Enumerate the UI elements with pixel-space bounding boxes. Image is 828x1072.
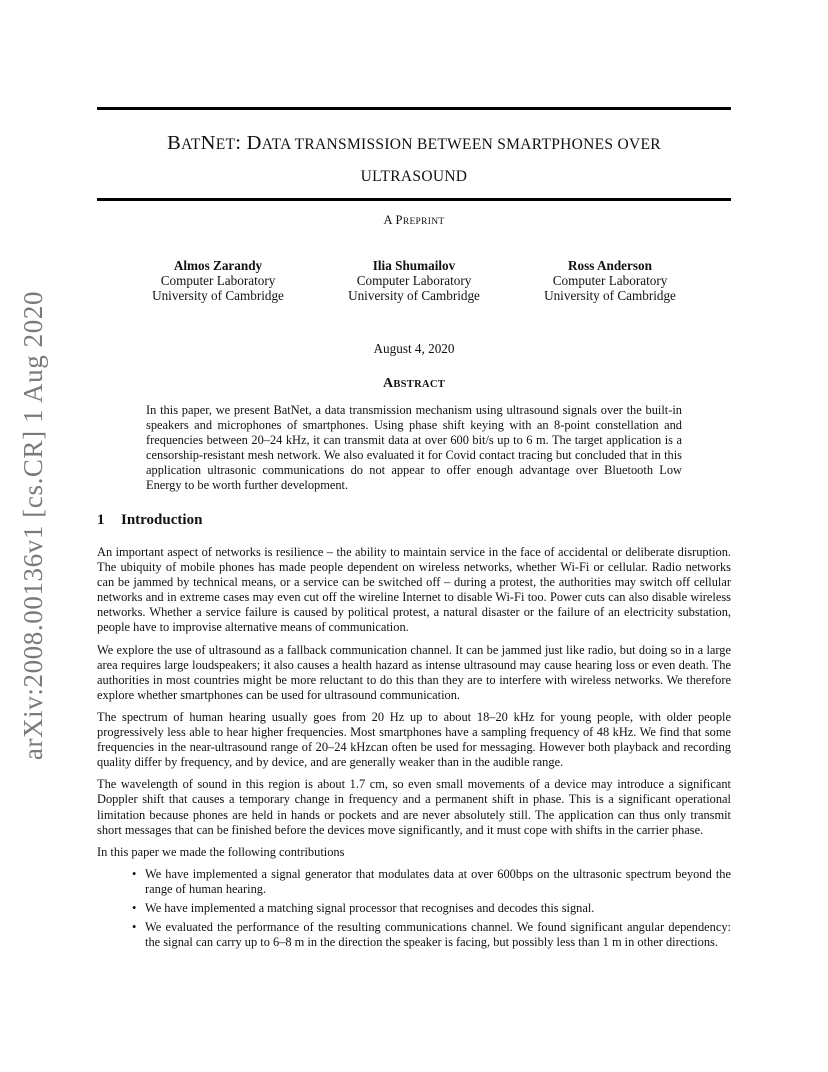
list-item	[97, 901, 731, 916]
arxiv-identifier-stamp	[3, 289, 65, 761]
section-title: Introduction	[121, 512, 203, 528]
paragraph: In this paper we made the following contributions	[97, 844, 345, 859]
list-item-text: We evaluated the performance of the resulting communications channel. We found significant angular dependency: the signal can carry up to 6–8 m in the direction the speaker is facing, but possibly less than 1 m in other directions.	[145, 920, 731, 950]
author-name: Almos Zarandy	[173, 258, 263, 273]
abstract-heading: ABSTRACT	[382, 376, 446, 391]
paragraph: We explore the use of ultrasound as a fallback communication channel. It can be jammed just like radio, but doing so in a large area requires large loudspeakers; it also causes a health hazard as intense ultrasound may cause hearing loss or even death. The authorities in most countries might be more reluctant to do this than they are to interfere with wireless networks. We therefore explore whether smartphones can be used for ultrasound communication.	[97, 642, 731, 702]
list-item-text: We have implemented a matching signal processor that recognises and decodes this signal.	[145, 900, 595, 915]
paragraph: The wavelength of sound in this region is about 1.7 cm, so even small movements of a device may introduce a significant Doppler shift that causes a temporary change in frequency and a permanent shift in phase. This is a significant operational limitation because phones are held in hands or pockets and are never absolutely still. The application can thus only transmit short messages that can be finished before the devices move significantly, and it must cope with shifts in the carrier phase.	[97, 777, 731, 837]
contributions-list	[97, 867, 731, 950]
bullet-icon: •	[132, 866, 137, 881]
title-line-2: ULTRASOUND	[360, 168, 468, 185]
title-rule-top	[97, 107, 731, 110]
bullet-icon: •	[132, 900, 137, 915]
author-affiliation: University of Cambridge	[152, 288, 284, 304]
paragraph: The spectrum of human hearing usually goes from 20 Hz up to about 18–20 kHz for young people, with older people progressively less able to hear higher frequencies. Most smartphones have a sampling frequency of 48 kHz. We find that some frequencies in the near-ultrasound range of 20–24 kHzcan often be used for messaging. However both playback and recording quality differ by frequency, and by device, and are generally weaker than in the audible range.	[97, 709, 731, 770]
list-item	[97, 920, 731, 950]
abstract-text: In this paper, we present BatNet, a data transmission mechanism using ultrasound signals over the built-in speakers and microphones of smartphones. Using phase shift keying with an 8-point constellation and frequencies between 20–24 kHz, it can transmit data at over 600 bit/s up to 6 m. The target application is a censorship-resistant mesh network. We also evaluated it for Covid contact tracing but concluded that in this application ultrasonic communications do not appear to offer enough advantage over Bluetooth Low Energy to be worth further development.	[146, 403, 682, 493]
section-body	[97, 545, 731, 954]
bullet-icon: •	[132, 920, 137, 935]
title-line-1: BATNET: DATA TRANSMISSION BETWEEN SMARTPHONES OVER	[167, 132, 661, 154]
author-block	[505, 258, 715, 304]
list-item	[97, 867, 731, 897]
author-dept: Computer Laboratory	[160, 273, 276, 289]
publication-date: August 4, 2020	[373, 341, 455, 356]
section-heading	[97, 512, 202, 529]
author-dept: Computer Laboratory	[356, 273, 472, 289]
author-affiliation: University of Cambridge	[544, 288, 676, 304]
author-name: Ilia Shumailov	[372, 258, 456, 273]
author-affiliation: University of Cambridge	[348, 288, 480, 304]
arxiv-identifier-text: arXiv:2008.00136v1 [cs.CR] 1 Aug 2020	[18, 290, 49, 760]
author-block	[309, 258, 519, 304]
author-dept: Computer Laboratory	[552, 273, 668, 289]
section-number: 1	[97, 512, 105, 528]
author-block	[113, 258, 323, 304]
paragraph: An important aspect of networks is resilience – the ability to maintain service in the face of accidental or deliberate disruption. The ubiquity of mobile phones has made people dependent on wireless networks, whether Wi-Fi or cellular. Radio networks can be jammed by technical means, or a service can be switched off – during a protest, the authorities may switch off cellular networks and in extreme cases may even cut off the wireline Internet to disable Wi-Fi too. Power cuts can also disable wireless networks. Whether a service failure is caused by political protest, a natural disaster or the failure of an electricity substation, people have to improvise alternative means of communication.	[97, 545, 731, 635]
author-name: Ross Anderson	[568, 258, 652, 273]
list-item-text: We have implemented a signal generator that modulates data at over 600bps on the ultrasonic spectrum beyond the range of human hearing.	[145, 866, 731, 896]
paper-title	[97, 128, 731, 192]
preprint-label: A PREPRINT	[383, 213, 445, 227]
title-rule-bottom	[97, 198, 731, 201]
